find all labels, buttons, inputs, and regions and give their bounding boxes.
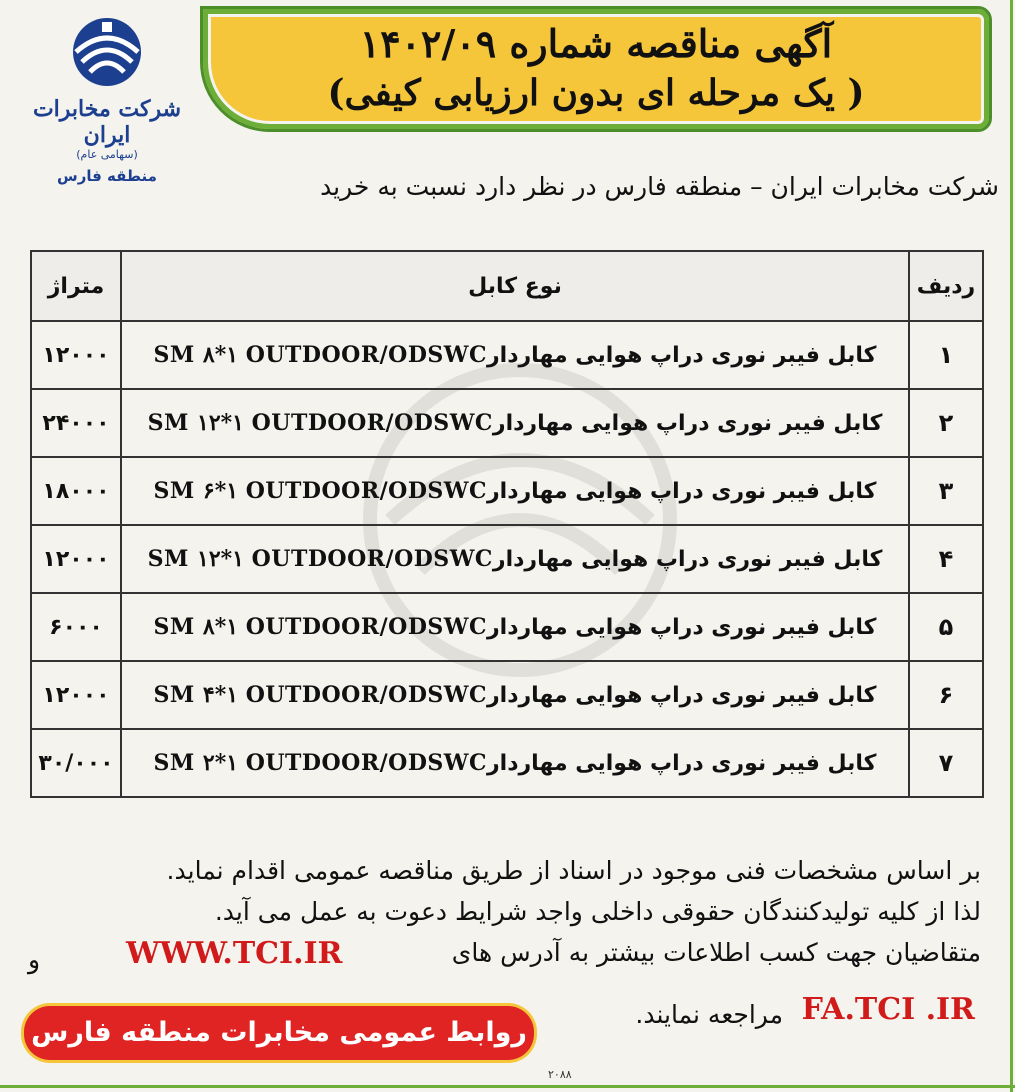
website-link-fa-tci[interactable]: FA.TCI .IR [801,992,975,1027]
public-relations-badge: روابط عمومی مخابرات منطقه فارس [24,1006,534,1060]
header-row-number: ردیف [909,251,983,321]
cable-length: ۱۲۰۰۰ [31,321,121,389]
cable-spec: SM ۴*۱ OUTDOOR/ODSWC [153,682,488,708]
cable-length: ۶۰۰۰ [31,593,121,661]
row-number: ۳ [909,457,983,525]
notice-title: آگهی مناقصه شماره ۱۴۰۲/۰۹ [359,21,833,66]
cable-table [30,250,984,798]
cable-description: کابل فیبر نوری دراپ هوایی مهاردار [487,751,877,776]
cable-length: ۲۴۰۰۰ [31,389,121,457]
cable-type [121,525,909,593]
logo-subtitle: (سهامی عام) [76,148,138,161]
cable-type [121,389,909,457]
telecom-logo-icon [62,14,152,90]
logo-company-name: شرکت مخابرات ایران [32,96,182,148]
row-number: ۶ [909,661,983,729]
cable-type [121,661,909,729]
table-row [31,729,983,797]
cable-type [121,593,909,661]
body-line-1: بر اساس مشخصات فنی موجود در اسناد از طریق مناقصه عمومی اقدام نماید. [166,856,981,885]
cable-spec: SM ۱۲*۱ OUTDOOR/ODSWC [147,410,493,436]
cable-spec: SM ۱۲*۱ OUTDOOR/ODSWC [147,546,493,572]
cable-description: کابل فیبر نوری دراپ هوایی مهاردار [487,683,877,708]
body-line-3: متقاضیان جهت کسب اطلاعات بیشتر به آدرس های [451,938,981,967]
website-link-tci[interactable]: WWW.TCI.IR [126,936,343,971]
cable-type [121,321,909,389]
cable-length: ۱۲۰۰۰ [31,661,121,729]
table-row [31,457,983,525]
row-number: ۲ [909,389,983,457]
table-header-row [31,251,983,321]
logo-region: منطقه فارس [57,167,157,185]
cable-spec: SM ۸*۱ OUTDOOR/ODSWC [153,614,488,640]
table-row [31,389,983,457]
cable-spec: SM ۶*۱ OUTDOOR/ODSWC [153,478,488,504]
cable-type [121,457,909,525]
cable-type [121,729,909,797]
cable-length: ۱۲۰۰۰ [31,525,121,593]
page-border-right [1010,0,1013,1092]
table-row [31,661,983,729]
table-row [31,525,983,593]
conjunction-and: و [28,945,41,974]
table-row [31,593,983,661]
row-number: ۷ [909,729,983,797]
cable-length: ۳۰/۰۰۰ [31,729,121,797]
cable-description: کابل فیبر نوری دراپ هوایی مهاردار [492,411,883,436]
company-logo [22,14,192,184]
cable-length: ۱۸۰۰۰ [31,457,121,525]
refer-text: مراجعه نمایند. [635,1000,783,1029]
table-row [31,321,983,389]
header-length: متراژ [31,251,121,321]
header-cable-type: نوع کابل [121,251,909,321]
cable-description: کابل فیبر نوری دراپ هوایی مهاردار [487,343,877,368]
page-border-bottom [0,1085,1015,1088]
print-code: ۲۰۸۸ [548,1068,572,1081]
cable-description: کابل فیبر نوری دراپ هوایی مهاردار [492,547,883,572]
row-number: ۵ [909,593,983,661]
row-number: ۴ [909,525,983,593]
cable-description: کابل فیبر نوری دراپ هوایی مهاردار [487,479,877,504]
header-banner [200,6,992,132]
cable-spec: SM ۸*۱ OUTDOOR/ODSWC [153,342,488,368]
intro-text: شرکت مخابرات ایران – منطقه فارس در نظر دارد نسبت به خرید [320,172,999,201]
notice-subtitle: ( یک مرحله ای بدون ارزیابی کیفی) [327,72,865,114]
row-number: ۱ [909,321,983,389]
cable-description: کابل فیبر نوری دراپ هوایی مهاردار [487,615,877,640]
body-line-2: لذا از کلیه تولیدکنندگان حقوقی داخلی واجد شرایط دعوت به عمل می آید. [214,897,981,926]
cable-spec: SM ۲*۱ OUTDOOR/ODSWC [153,750,488,776]
